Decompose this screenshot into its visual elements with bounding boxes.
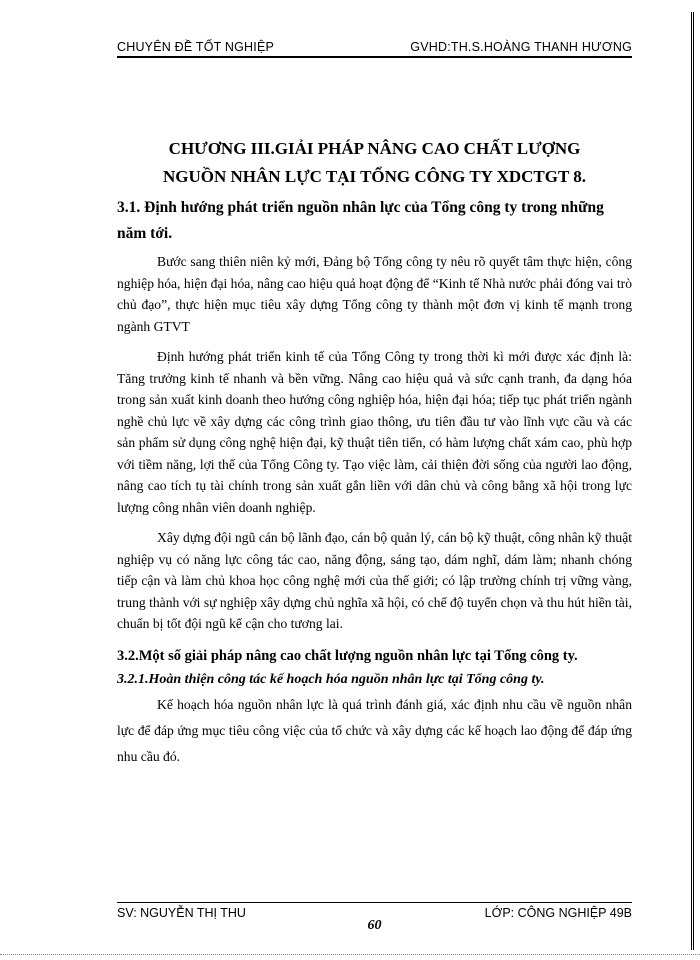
paragraph-1: Bước sang thiên niên kỷ mới, Đảng bộ Tổng công ty nêu rõ quyết tâm thực hiện, công nghiệp hóa, hiện đại hóa, nâng cao hiệu quả hoạt động để “Kinh tế Nhà nước phải đóng vai trò chủ đạo”, thực hiện mục tiêu xây dựng Tổng công ty thành một đơn vị kinh tế mạnh trong ngành GTVT [117, 254, 632, 334]
page-number: 60 [367, 918, 382, 933]
section-3-2-1-heading: 3.2.1.Hoàn thiện công tác kế hoạch hóa nguồn nhân lực tại Tổng công ty. [117, 671, 545, 687]
page-bottom-edge [0, 954, 700, 955]
section-3-1-heading: 3.1. Định hướng phát triển nguồn nhân lực của Tổng công ty trong những năm tới. [117, 199, 604, 242]
chapter-title [117, 135, 632, 191]
page-content [117, 135, 632, 770]
page-header [117, 40, 632, 58]
paragraph-4: Kế hoạch hóa nguồn nhân lực là quá trình đánh giá, xác định nhu cầu về nguồn nhân lực để đáp ứng mục tiêu công việc của tổ chức và xây dựng các kế hoạch lao động để đáp ứng nhu cầu đó. [117, 696, 632, 764]
section-3-2-heading: 3.2.Một số giải pháp nâng cao chất lượng nguồn nhân lực tại Tổng công ty. [117, 647, 578, 664]
header-left: CHUYÊN ĐỀ TỐT NGHIỆP [117, 40, 275, 54]
paragraph-3: Xây dựng đội ngũ cán bộ lãnh đạo, cán bộ quản lý, cán bộ kỹ thuật, công nhân kỹ thuật nghiệp vụ có năng lực công tác cao, năng động, sáng tạo, dám nghĩ, dám làm; nhanh chóng tiếp cận và làm chủ khoa học công nghệ mới của thế giới; có lập trường chính trị vững vàng, trung thành với sự nghiệp xây dựng chủ nghĩa xã hội, có chế độ tuyển chọn và thu hút hiền tài, chuẩn bị tốt đội ngũ kế cận cho tương lai. [117, 530, 632, 631]
paragraph-2: Định hướng phát triển kinh tế của Tổng Công ty trong thời kì mới được xác định là: Tăng trưởng kinh tế nhanh và bền vững. Nâng cao hiệu quả và sức cạnh tranh, đa dạng hóa trong sản xuất kinh doanh theo hướng công nghiệp hóa, hiện đại hóa; tiếp tục phát triển ngành nghề chủ lực về xây dựng các công trình giao thông, ưu tiên đầu tư vào lĩnh vực cầu và các sản phẩm sử dụng công nghệ hiện đại, kỹ thuật tiên tiến, có hàm lượng chất xám cao, phù hợp với tiềm năng, lợi thế của Tổng Công ty. Tạo việc làm, cải thiện đời sống của người lao động, nâng cao tích tụ tài chính trong sản xuất gắn liền với dân chủ và công bằng xã hội trong lực lượng công nhân viên doanh nghiệp. [117, 349, 632, 515]
footer-right: LỚP: CÔNG NGHIỆP 49B [484, 906, 632, 920]
chapter-title-line1: CHƯƠNG III.GIẢI PHÁP NÂNG CAO CHẤT LƯỢNG [168, 139, 581, 158]
footer-left: SV: NGUYỄN THỊ THU [117, 906, 246, 920]
header-right: GVHD:TH.S.HOÀNG THANH HƯƠNG [410, 40, 632, 54]
chapter-title-line2: NGUỒN NHÂN LỰC TẠI TỔNG CÔNG TY XDCTGT 8. [162, 167, 586, 186]
